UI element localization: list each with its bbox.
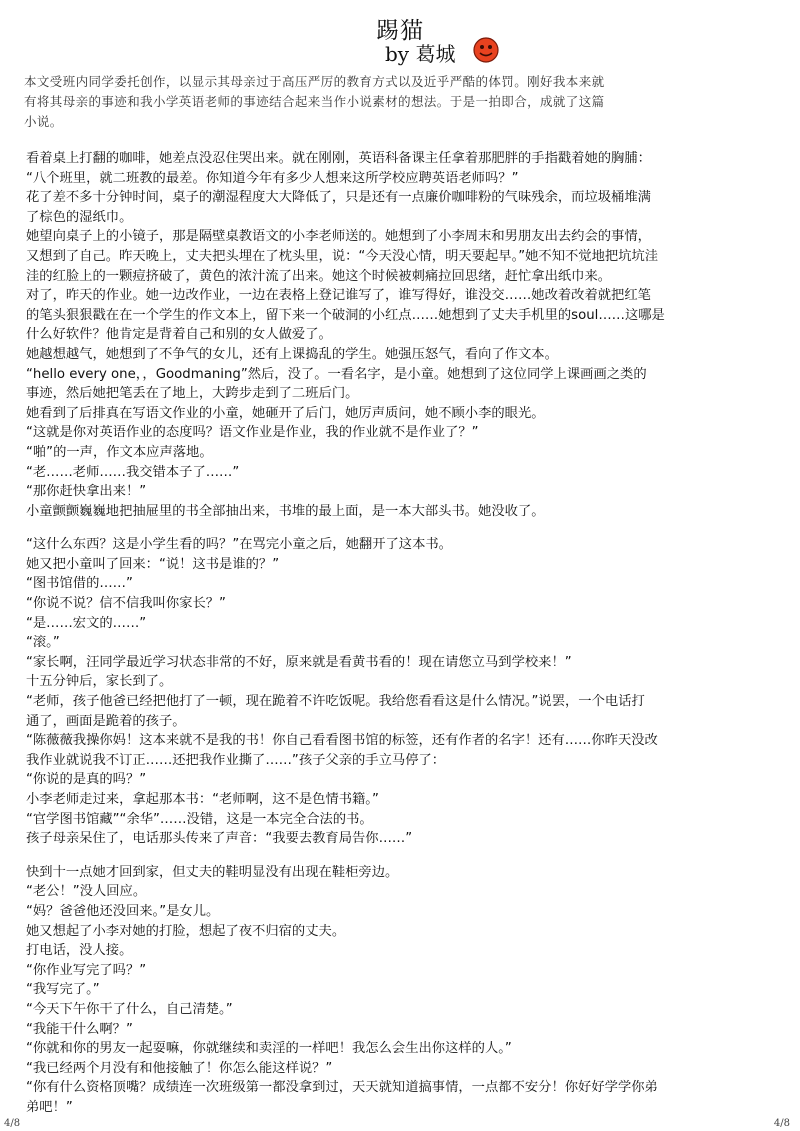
story-line: 花了差不多十分钟时间，桌子的潮湿程度大大降低了，只是还有一点廉价咖啡粉的气味残余，而垃圾桶堆满 (26, 190, 651, 206)
story-line: “官学图书馆藏”“余华”……没错，这是一本完全合法的书。 (26, 811, 373, 827)
story-line: “老公！”没人回应。 (26, 884, 147, 900)
preface-line: 小说。 (24, 114, 63, 129)
story-line: 她又想起了小李对她的打脸，想起了夜不归宿的丈夫。 (26, 923, 346, 939)
story-line: 了棕色的湿纸巾。 (26, 209, 133, 225)
preface (24, 72, 764, 132)
story-line: 事迹，然后她把笔丢在了地上，大跨步走到了二班后门。 (26, 386, 359, 402)
red-face-emoji-icon (473, 37, 499, 63)
story-line: 洼的红脸上的一颗痘挤破了，黄色的浓汁流了出来。她这个时候被刺痛拉回思绪，赶忙拿出纸巾来。 (26, 268, 612, 284)
story-line: 孩子母亲呆住了，电话那头传来了声音：“我要去教育局告你……” (26, 831, 413, 847)
story-line: “我写完了。” (26, 982, 100, 998)
story-line: 打电话，没人接。 (26, 943, 133, 959)
author-byline: by 葛城 (385, 42, 456, 66)
story-line: “老师，孩子他爸已经把他打了一顿，现在跪着不许吃饭呢。我给您看看这是什么情况。”说罢，一个电话打 (26, 694, 645, 710)
story-line: “hello every one，，Goodmaning”然后，没了。一看名字，是小童。她想到了这位同学上课画画之类的 (26, 366, 647, 382)
title-block (0, 10, 800, 68)
story-line: “家长啊，汪同学最近学习状态非常的不好，原来就是看黄书看的！现在请您立马到学校来！” (26, 654, 572, 670)
story-line: “我已经两个月没有和他接触了！你怎么能这样说？” (26, 1060, 333, 1076)
section-gap (18, 849, 794, 863)
story-line: “是……宏文的……” (26, 615, 147, 631)
story-line: 她又把小童叫了回来：“说！这书是谁的？” (26, 556, 280, 572)
story-line: “这就是你对英语作业的态度吗？语文作业是作业，我的作业就不是作业了？” (26, 425, 479, 441)
story-line: 什么好软件？他肯定是背着自己和别的女人做爱了。 (26, 327, 332, 343)
story-line: 看着桌上打翻的咖啡，她差点没忍住哭出来。就在刚刚，英语科备课主任拿着那肥胖的手指戳着她的胸脯： (26, 151, 651, 166)
story-line: “滚。” (26, 635, 60, 651)
story-line: 弟吧！” (26, 1099, 73, 1115)
story-line: “那你赶快拿出来！” (26, 484, 147, 500)
story-line: 十五分钟后，家长到了。 (26, 674, 173, 690)
story-line: “老……老师……我交错本子了……” (26, 464, 240, 480)
story-line: “八个班里，就二班教的最差。你知道今年有多少人想来这所学校应聘英语老师吗？” (26, 170, 519, 186)
story-line: 小童颤颤巍巍地把抽屉里的书全部抽出来，书堆的最上面，是一本大部头书。她没收了。 (26, 503, 545, 519)
story-line: 通了，画面是跪着的孩子。 (26, 713, 186, 729)
story-line: 我作业就说我不订正……还把我作业撕了……”孩子父亲的手立马停了： (26, 752, 446, 768)
story-line: 她望向桌子上的小镜子，那是隔壁桌教语文的小李老师送的。她想到了小李周末和男朋友出去约会的事情， (26, 229, 651, 245)
story-line: “今天下午你干了什么，自己清楚。” (26, 1001, 233, 1017)
story-line: 小李老师走过来，拿起那本书：“老师啊，这不是色情书籍。” (26, 792, 379, 807)
story-line: “妈？爸爸他还没回来。”是女儿。 (26, 903, 220, 919)
page-number-right: 4/8 (773, 1118, 790, 1129)
story-line: “你作业写完了吗？” (26, 962, 147, 978)
story-line: 她看到了后排真在写语文作业的小童，她砸开了后门，她厉声质问，她不顾小李的眼光。 (26, 405, 545, 421)
page-number-left: 4/8 (4, 1118, 21, 1129)
preface-line: 本文受班内同学委托创作，以显示其母亲过于高压严厉的教育方式以及近乎严酷的体罚。刚好我本来就 (24, 74, 605, 89)
story-line: “我能干什么啊？” (26, 1021, 133, 1037)
story-line: 又想到了自己。昨天晚上，丈夫把头埋在了枕头里，说：“今天没心情，明天要起早。”她不知不觉地把坑坑洼 (26, 248, 659, 264)
preface-line: 有将其母亲的事迹和我小学英语老师的事迹结合起来当作小说素材的想法。于是一拍即合，成就了这篇 (24, 94, 605, 109)
story-line: “你有什么资格顶嘴？成绩连一次班级第一都没拿到过，天天就知道搞事情，一点都不安分！你好好学学你弟 (26, 1080, 658, 1096)
story-line: “你说不说？信不信我叫你家长？” (26, 596, 226, 612)
story-line: 她越想越气，她想到了不争气的女儿，还有上课捣乱的学生。她强压怒气，看向了作文本。 (26, 346, 558, 362)
story-line: “你就和你的男友一起耍嘛，你就继续和卖淫的一样吧！我怎么会生出你这样的人。” (26, 1041, 512, 1057)
story-line: “啪”的一声，作文本应声落地。 (26, 444, 213, 460)
document-title: 踢猫 (376, 18, 424, 44)
story-line: “这什么东西？这是小学生看的吗？”在骂完小童之后，她翻开了这本书。 (26, 537, 452, 553)
story-line: “你说的是真的吗？” (26, 772, 147, 788)
story-line: 对了，昨天的作业。她一边改作业，一边在表格上登记谁写了，谁写得好，谁没交……她改着改着就把红笔 (26, 288, 651, 304)
story-body (18, 149, 794, 1118)
story-line: “图书馆借的……” (26, 576, 133, 592)
story-line: 快到十一点她才回到家，但丈夫的鞋明显没有出现在鞋柜旁边。 (26, 864, 399, 880)
section-gap (18, 521, 794, 535)
story-line: 的笔头狠狠戳在在一个学生的作文本上，留下来一个破洞的小红点……她想到了丈夫手机里的soul……这哪是 (26, 307, 665, 323)
story-line: “陈薇薇我操你妈！这本来就不是我的书！你自己看看图书馆的标签，还有作者的名字！还有……你昨天没改 (26, 733, 658, 749)
